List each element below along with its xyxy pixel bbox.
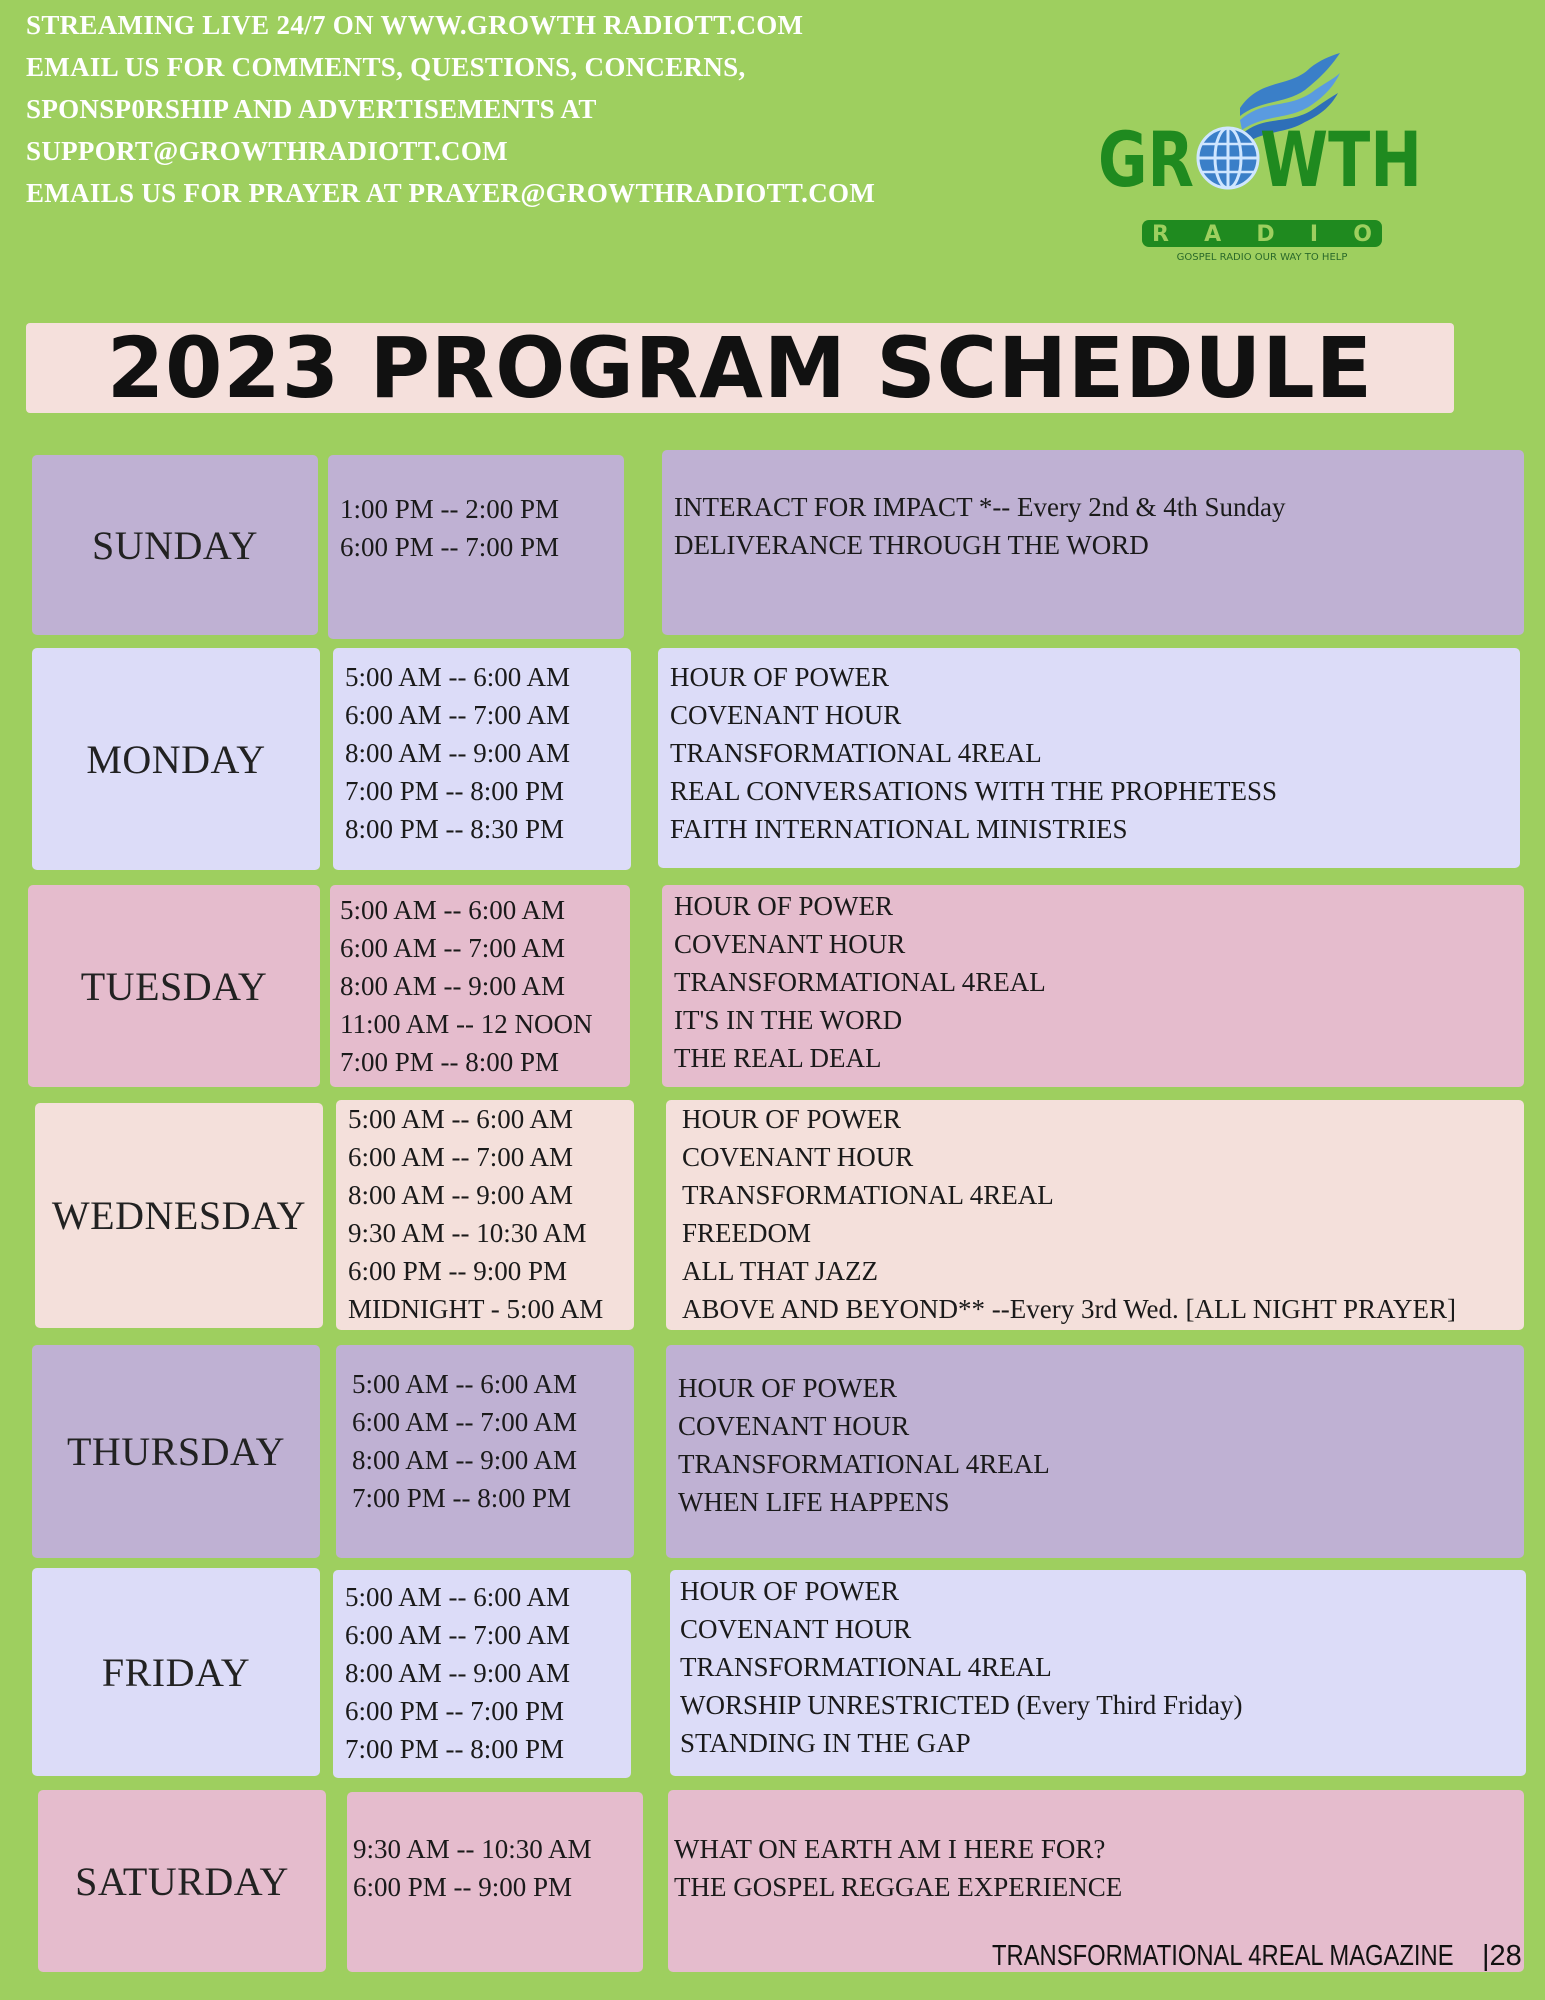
footer-magazine-name: TRANSFORMATIONAL 4REAL MAGAZINE bbox=[992, 1940, 1454, 1972]
growth-radio-logo-svg bbox=[1090, 48, 1430, 268]
page-title-bar bbox=[26, 319, 1454, 417]
time-slot: 8:00 AM -- 9:00 AM bbox=[340, 971, 566, 1001]
day-cell-thursday bbox=[32, 1345, 320, 1558]
programs-cell-friday bbox=[670, 1570, 1526, 1776]
day-label: SUNDAY bbox=[91, 522, 258, 568]
time-slot: 5:00 AM -- 6:00 AM bbox=[348, 1104, 574, 1134]
time-slot: 6:00 PM -- 7:00 PM bbox=[340, 532, 560, 562]
program-name: HOUR OF POWER bbox=[670, 662, 890, 692]
time-slot: 6:00 AM -- 7:00 AM bbox=[348, 1142, 574, 1172]
time-slot: 7:00 PM -- 8:00 PM bbox=[345, 1734, 565, 1764]
program-name: ABOVE AND BEYOND** --Every 3rd Wed. [ALL NIGHT PRAYER] bbox=[682, 1294, 1457, 1324]
time-slot: 6:00 PM -- 9:00 PM bbox=[348, 1256, 568, 1286]
day-label: SATURDAY bbox=[75, 1858, 289, 1904]
program-name: HOUR OF POWER bbox=[678, 1373, 898, 1403]
program-name: COVENANT HOUR bbox=[682, 1142, 914, 1172]
growth-radio-logo bbox=[1090, 48, 1430, 268]
times-cell-saturday bbox=[347, 1792, 643, 1972]
program-name: TRANSFORMATIONAL 4REAL bbox=[670, 738, 1042, 768]
logo-tagline: GOSPEL RADIO OUR WAY TO HELP bbox=[1176, 252, 1348, 263]
program-name: DELIVERANCE THROUGH THE WORD bbox=[674, 530, 1149, 560]
day-label: THURSDAY bbox=[66, 1429, 286, 1474]
program-name: COVENANT HOUR bbox=[680, 1614, 912, 1644]
header-line-email-comments: EMAIL US FOR COMMENTS, QUESTIONS, CONCERNS, bbox=[26, 52, 746, 82]
time-slot: 8:00 PM -- 8:30 PM bbox=[345, 814, 565, 844]
program-name: TRANSFORMATIONAL 4REAL bbox=[682, 1180, 1054, 1210]
day-cell-monday bbox=[32, 648, 320, 870]
times-cell-friday bbox=[333, 1570, 631, 1778]
header-line-streaming: STREAMING LIVE 24/7 ON WWW.GROWTH RADIOTT.COM bbox=[26, 10, 804, 40]
logo-word-right: WTH bbox=[1260, 115, 1422, 204]
program-name: HOUR OF POWER bbox=[680, 1576, 900, 1606]
time-slot: 5:00 AM -- 6:00 AM bbox=[345, 1582, 571, 1612]
programs-cell-thursday bbox=[666, 1345, 1524, 1558]
header-line-support-email[interactable]: SUPPORT@GROWTHRADIOTT.COM bbox=[26, 136, 508, 166]
program-name: INTERACT FOR IMPACT *-- Every 2nd & 4th Sunday bbox=[674, 492, 1286, 522]
time-slot: 5:00 AM -- 6:00 AM bbox=[345, 662, 571, 692]
program-name: HOUR OF POWER bbox=[682, 1104, 902, 1134]
times-cell-monday bbox=[333, 648, 631, 870]
logo-radio-text: R A D I O bbox=[1152, 222, 1372, 247]
program-name: TRANSFORMATIONAL 4REAL bbox=[678, 1449, 1050, 1479]
program-name: COVENANT HOUR bbox=[670, 700, 902, 730]
day-label: WEDNESDAY bbox=[51, 1193, 307, 1238]
time-slot: 8:00 AM -- 9:00 AM bbox=[345, 738, 571, 768]
day-cell-tuesday bbox=[28, 885, 320, 1087]
times-cell-thursday bbox=[336, 1345, 634, 1558]
programs-cell-wednesday bbox=[666, 1100, 1524, 1330]
header-line-sponsorship: SPONSP0RSHIP AND ADVERTISEMENTS AT bbox=[26, 94, 597, 124]
header-contact-info bbox=[26, 4, 875, 214]
header-line-prayer-email: EMAILS US FOR PRAYER AT PRAYER@GROWTHRADIOTT.COM bbox=[26, 178, 876, 208]
program-name: IT'S IN THE WORD bbox=[674, 1005, 903, 1035]
day-cell-friday bbox=[32, 1568, 320, 1776]
program-name: HOUR OF POWER bbox=[674, 891, 894, 921]
time-slot: 1:00 PM -- 2:00 PM bbox=[340, 494, 560, 524]
time-slot: 8:00 AM -- 9:00 AM bbox=[348, 1180, 574, 1210]
logo-word-left: GR bbox=[1098, 115, 1194, 204]
program-name: TRANSFORMATIONAL 4REAL bbox=[680, 1652, 1052, 1682]
program-name: STANDING IN THE GAP bbox=[680, 1728, 971, 1758]
time-slot: 6:00 AM -- 7:00 AM bbox=[345, 1620, 571, 1650]
program-name: COVENANT HOUR bbox=[678, 1411, 910, 1441]
program-name: WORSHIP UNRESTRICTED (Every Third Friday) bbox=[680, 1690, 1243, 1720]
day-label: TUESDAY bbox=[80, 963, 268, 1009]
program-name: ALL THAT JAZZ bbox=[682, 1256, 878, 1286]
program-name: REAL CONVERSATIONS WITH THE PROPHETESS bbox=[670, 776, 1278, 806]
time-slot: 7:00 PM -- 8:00 PM bbox=[352, 1483, 572, 1513]
program-name: TRANSFORMATIONAL 4REAL bbox=[674, 967, 1046, 997]
program-name: THE GOSPEL REGGAE EXPERIENCE bbox=[674, 1872, 1123, 1902]
time-slot: 9:30 AM -- 10:30 AM bbox=[348, 1218, 587, 1248]
time-slot: 5:00 AM -- 6:00 AM bbox=[352, 1369, 578, 1399]
time-slot: 6:00 AM -- 7:00 AM bbox=[345, 700, 571, 730]
time-slot: 6:00 AM -- 7:00 AM bbox=[352, 1407, 578, 1437]
page-title: 2023 PROGRAM SCHEDULE bbox=[106, 319, 1373, 417]
times-cell-wednesday bbox=[336, 1100, 634, 1330]
day-label: FRIDAY bbox=[101, 1649, 251, 1695]
time-slot: 8:00 AM -- 9:00 AM bbox=[345, 1658, 571, 1688]
program-name: WHEN LIFE HAPPENS bbox=[678, 1487, 950, 1517]
day-cell-sunday bbox=[32, 455, 318, 635]
time-slot: 6:00 AM -- 7:00 AM bbox=[340, 933, 566, 963]
time-slot: 7:00 PM -- 8:00 PM bbox=[340, 1047, 560, 1077]
times-cell-tuesday bbox=[330, 885, 630, 1087]
program-name: COVENANT HOUR bbox=[674, 929, 906, 959]
time-slot: 8:00 AM -- 9:00 AM bbox=[352, 1445, 578, 1475]
programs-cell-monday bbox=[658, 648, 1520, 868]
program-name: THE REAL DEAL bbox=[674, 1043, 882, 1073]
globe-icon bbox=[1198, 128, 1258, 188]
time-slot: 6:00 PM -- 9:00 PM bbox=[353, 1872, 573, 1902]
time-slot: 5:00 AM -- 6:00 AM bbox=[340, 895, 566, 925]
time-slot: 11:00 AM -- 12 NOON bbox=[340, 1009, 593, 1039]
program-name: WHAT ON EARTH AM I HERE FOR? bbox=[674, 1834, 1106, 1864]
time-slot: MIDNIGHT - 5:00 AM bbox=[348, 1294, 604, 1324]
program-name: FREEDOM bbox=[682, 1218, 812, 1248]
time-slot: 9:30 AM -- 10:30 AM bbox=[353, 1834, 592, 1864]
program-name: FAITH INTERNATIONAL MINISTRIES bbox=[670, 814, 1128, 844]
times-cell-sunday bbox=[328, 455, 624, 639]
time-slot: 6:00 PM -- 7:00 PM bbox=[345, 1696, 565, 1726]
programs-cell-sunday bbox=[662, 450, 1524, 635]
day-cell-saturday bbox=[38, 1790, 326, 1972]
programs-cell-tuesday bbox=[662, 885, 1524, 1087]
footer-page-number: |28 bbox=[1482, 1940, 1522, 1972]
day-cell-wednesday bbox=[35, 1103, 323, 1328]
day-label: MONDAY bbox=[86, 736, 266, 782]
time-slot: 7:00 PM -- 8:00 PM bbox=[345, 776, 565, 806]
